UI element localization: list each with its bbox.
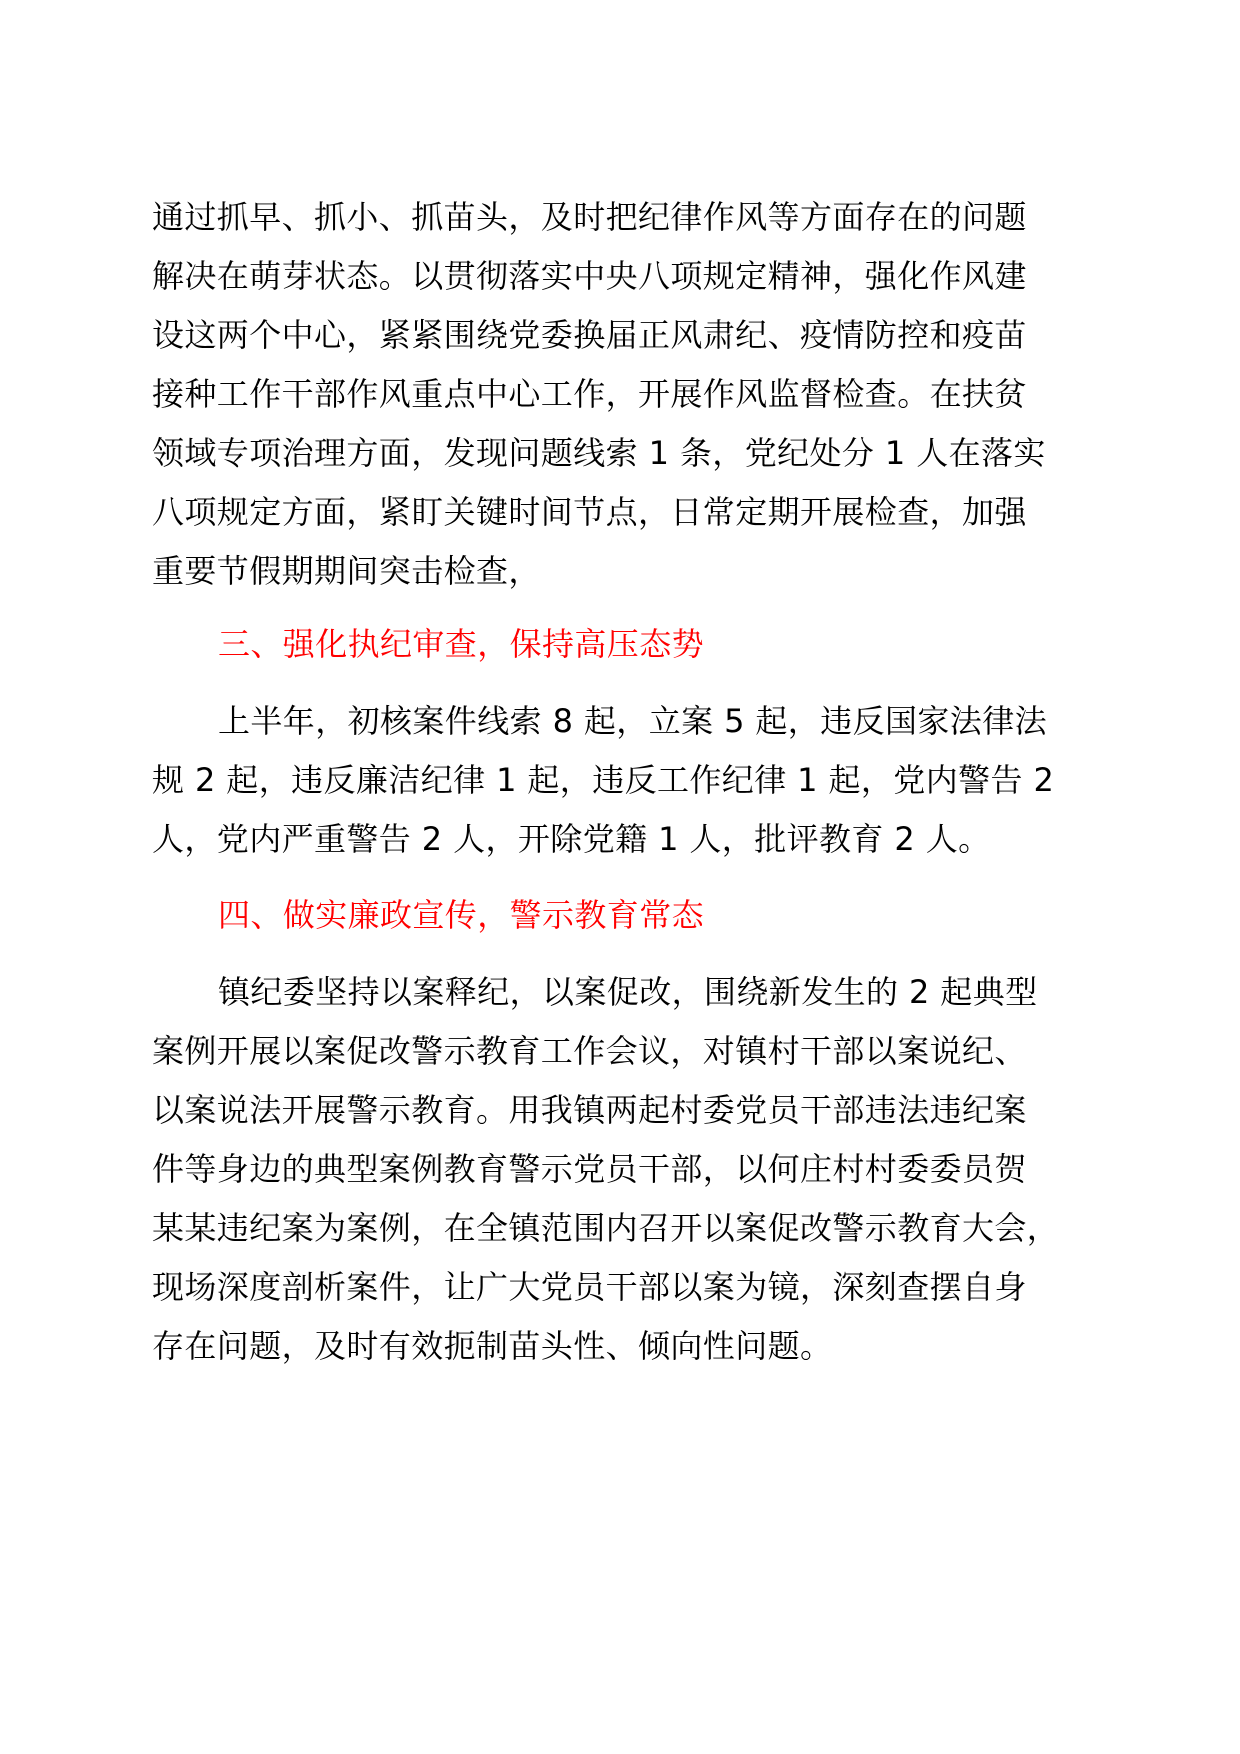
paragraph-line: 案例开展以案促改警示教育工作会议，对镇村干部以案说纪、: [152, 1032, 1027, 1070]
paragraph-line: 上半年，初核案件线索 8 起，立案 5 起，违反国家法律法: [218, 702, 1048, 740]
paragraph-line: 八项规定方面，紧盯关键时间节点，日常定期开展检查，加强: [152, 493, 1027, 531]
paragraph-line: 镇纪委坚持以案释纪，以案促改，围绕新发生的 2 起典型: [218, 973, 1038, 1011]
section-heading-4: 四、做实廉政宣传，警示教育常态: [218, 896, 705, 934]
paragraph-line: 现场深度剖析案件，让广大党员干部以案为镜，深刻查摆自身: [152, 1268, 1027, 1306]
section-heading-3: 三、强化执纪审查，保持高压态势: [218, 625, 705, 663]
paragraph-line: 解决在萌芽状态。以贯彻落实中央八项规定精神，强化作风建: [152, 257, 1027, 295]
paragraph-line: 存在问题，及时有效扼制苗头性、倾向性问题。: [152, 1327, 833, 1365]
paragraph-line: 设这两个中心，紧紧围绕党委换届正风肃纪、疫情防控和疫苗: [152, 316, 1027, 354]
paragraph-line: 以案说法开展警示教育。用我镇两起村委党员干部违法违纪案: [152, 1091, 1027, 1129]
paragraph-line: 领域专项治理方面，发现问题线索 1 条，党纪处分 1 人在落实: [152, 434, 1046, 472]
paragraph-line: 某某违纪案为案例，在全镇范围内召开以案促改警示教育大会，: [152, 1209, 1060, 1247]
paragraph-line: 规 2 起，违反廉洁纪律 1 起，违反工作纪律 1 起，党内警告 2: [152, 761, 1055, 799]
paragraph-line: 人，党内严重警告 2 人，开除党籍 1 人，批评教育 2 人。: [152, 820, 991, 858]
paragraph-line: 重要节假期期间突击检查，: [152, 552, 541, 590]
paragraph-line: 件等身边的典型案例教育警示党员干部，以何庄村村委委员贺: [152, 1150, 1027, 1188]
paragraph-line: 通过抓早、抓小、抓苗头，及时把纪律作风等方面存在的问题: [152, 198, 1027, 236]
paragraph-line: 接种工作干部作风重点中心工作，开展作风监督检查。在扶贫: [152, 375, 1027, 413]
